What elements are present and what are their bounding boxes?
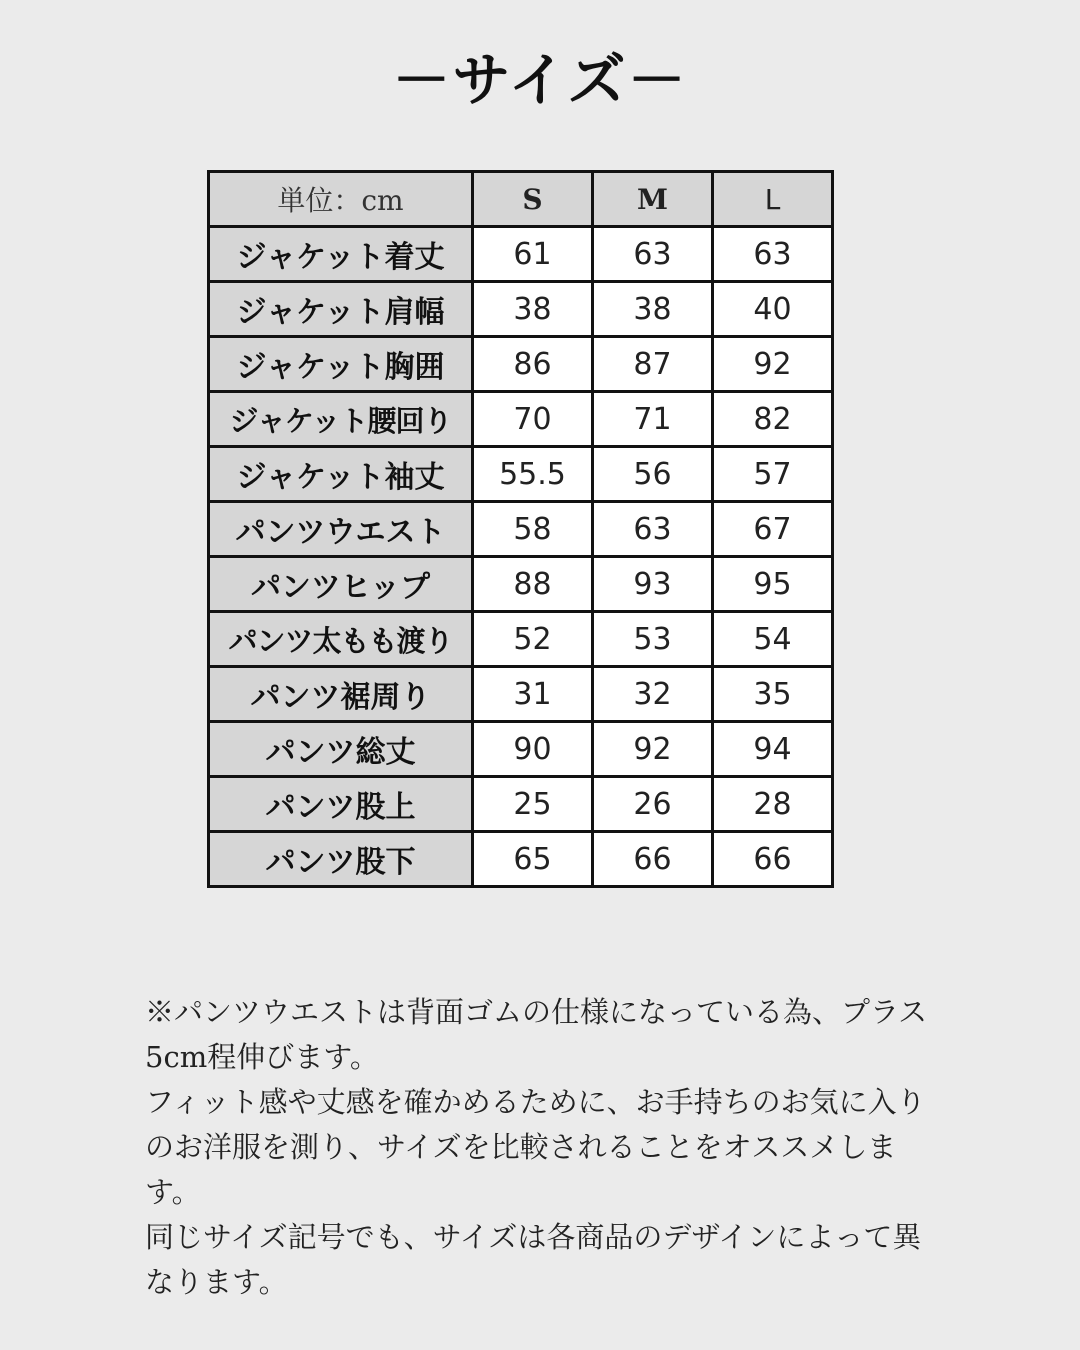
row-label: パンツ総丈 xyxy=(209,722,473,777)
cell-m: 63 xyxy=(593,502,713,557)
cell-m: 56 xyxy=(593,447,713,502)
size-notes xyxy=(145,990,935,1305)
row-label: パンツ股上 xyxy=(209,777,473,832)
cell-s: 86 xyxy=(473,337,593,392)
table-row xyxy=(209,557,833,612)
cell-s: 70 xyxy=(473,392,593,447)
cell-l: 66 xyxy=(713,832,833,887)
row-label: ジャケット胸囲 xyxy=(209,337,473,392)
table-row xyxy=(209,777,833,832)
table-row xyxy=(209,227,833,282)
row-label: ジャケット袖丈 xyxy=(209,447,473,502)
cell-m: 26 xyxy=(593,777,713,832)
cell-l: 67 xyxy=(713,502,833,557)
size-header-m: M xyxy=(593,172,713,227)
size-header-l: L xyxy=(713,172,833,227)
cell-l: 92 xyxy=(713,337,833,392)
cell-m: 63 xyxy=(593,227,713,282)
row-label: ジャケット着丈 xyxy=(209,227,473,282)
cell-s: 38 xyxy=(473,282,593,337)
table-row xyxy=(209,722,833,777)
table-row xyxy=(209,502,833,557)
table-row xyxy=(209,447,833,502)
table-row xyxy=(209,392,833,447)
cell-l: 35 xyxy=(713,667,833,722)
row-label: ジャケット肩幅 xyxy=(209,282,473,337)
size-header-s: S xyxy=(473,172,593,227)
page-title: －サイズ－ xyxy=(392,46,688,114)
cell-m: 93 xyxy=(593,557,713,612)
note-waist-elastic: ※パンツウエストは背面ゴムの仕様になっている為、プラス5cm程伸びます。 xyxy=(145,995,928,1074)
cell-l: 57 xyxy=(713,447,833,502)
cell-s: 88 xyxy=(473,557,593,612)
table-row xyxy=(209,667,833,722)
cell-m: 32 xyxy=(593,667,713,722)
row-label: パンツウエスト xyxy=(209,502,473,557)
row-label: パンツヒップ xyxy=(209,557,473,612)
cell-l: 82 xyxy=(713,392,833,447)
cell-s: 52 xyxy=(473,612,593,667)
cell-m: 38 xyxy=(593,282,713,337)
cell-s: 25 xyxy=(473,777,593,832)
note-size-variation: 同じサイズ記号でも、サイズは各商品のデザインによって異なります。 xyxy=(145,1220,922,1299)
row-label: パンツ股下 xyxy=(209,832,473,887)
table-row xyxy=(209,832,833,887)
cell-s: 31 xyxy=(473,667,593,722)
cell-l: 40 xyxy=(713,282,833,337)
row-label: パンツ裾周り xyxy=(209,667,473,722)
table-row xyxy=(209,282,833,337)
note-compare-sizes: フィット感や丈感を確かめるために、お手持ちのお気に入りのお洋服を測り、サイズを比較されることをオススメします。 xyxy=(145,1085,926,1209)
table-row xyxy=(209,337,833,392)
cell-l: 28 xyxy=(713,777,833,832)
cell-s: 61 xyxy=(473,227,593,282)
cell-s: 58 xyxy=(473,502,593,557)
cell-m: 87 xyxy=(593,337,713,392)
cell-s: 65 xyxy=(473,832,593,887)
table-row xyxy=(209,612,833,667)
cell-l: 63 xyxy=(713,227,833,282)
cell-s: 55.5 xyxy=(473,447,593,502)
table-header-row xyxy=(209,172,833,227)
cell-l: 94 xyxy=(713,722,833,777)
unit-label: 単位：cm xyxy=(209,172,473,227)
row-label: ジャケット腰回り xyxy=(209,392,473,447)
cell-l: 54 xyxy=(713,612,833,667)
cell-m: 66 xyxy=(593,832,713,887)
cell-s: 90 xyxy=(473,722,593,777)
row-label: パンツ太もも渡り xyxy=(209,612,473,667)
cell-m: 53 xyxy=(593,612,713,667)
cell-m: 71 xyxy=(593,392,713,447)
cell-m: 92 xyxy=(593,722,713,777)
size-table xyxy=(207,170,834,888)
cell-l: 95 xyxy=(713,557,833,612)
